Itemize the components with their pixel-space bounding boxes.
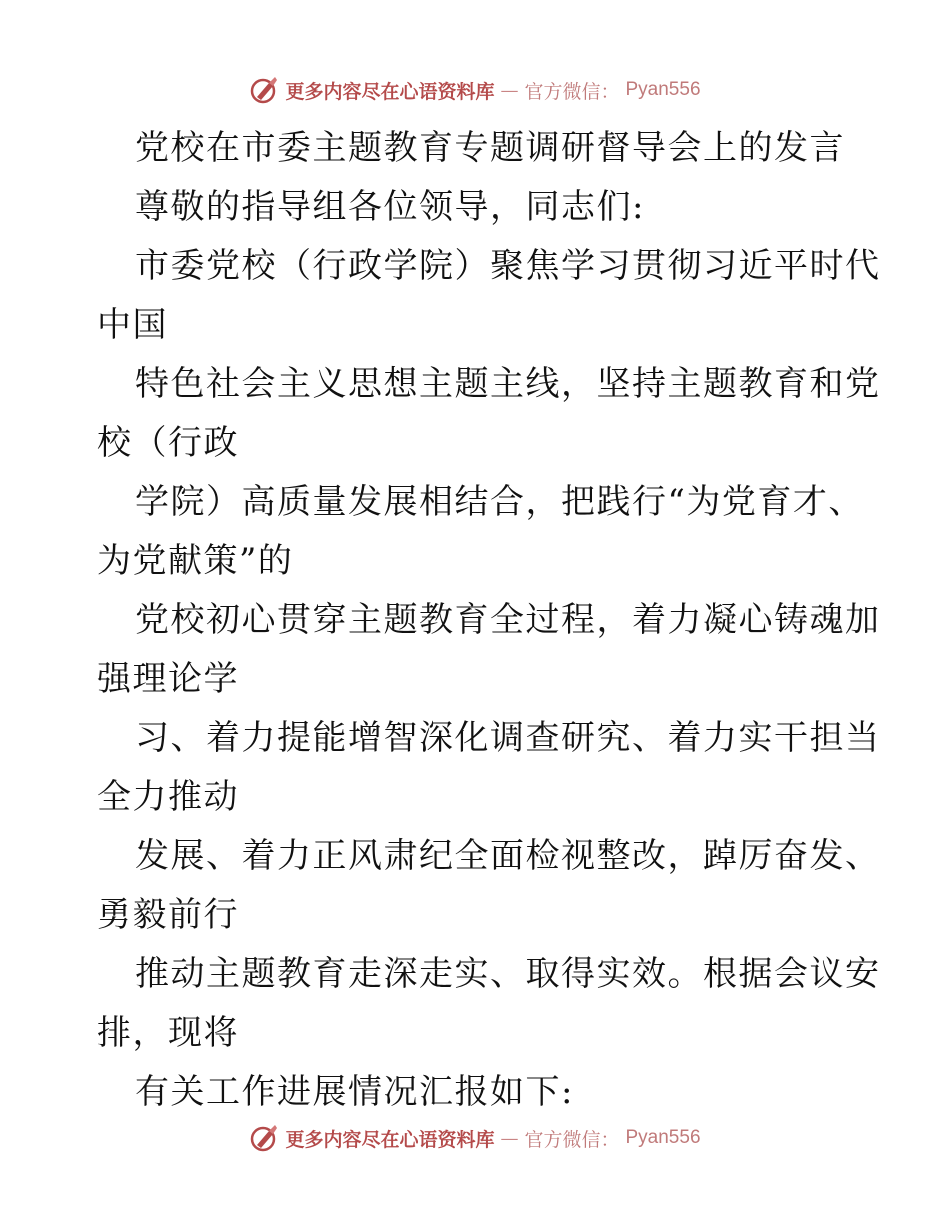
header-banner [0, 70, 950, 110]
banner-wechat-id: Pyan556 [625, 79, 701, 100]
paragraph-line: 有关工作进展情况汇报如下: [135, 1072, 574, 1112]
paragraph-line: 习、着力提能增智深化调查研究、着力实干担当 [135, 718, 881, 758]
paragraph-line: 排，现将 [97, 1013, 239, 1053]
paragraph-line: 强理论学 [97, 659, 239, 699]
paragraph-line: 发展、着力正风肃纪全面检视整改，踔厉奋发、 [135, 836, 881, 876]
paragraph-line: 学院）高质量发展相结合，把践行“为党育才、 [135, 482, 864, 522]
paragraph-line: 特色社会主义思想主题主线，坚持主题教育和党 [135, 364, 881, 404]
banner-main-text: 更多内容尽在心语资料库 [285, 80, 495, 103]
document-title: 党校在市委主题教育专题调研督导会上的发言 [135, 128, 845, 168]
paragraph-line: 勇毅前行 [97, 895, 239, 935]
banner-wechat-label: 官方微信： [524, 80, 620, 103]
salutation: 尊敬的指导组各位领导，同志们: [135, 187, 645, 227]
paragraph-line: 为党献策”的 [97, 541, 294, 581]
paragraph-line: 市委党校（行政学院）聚焦学习贯彻习近平时代 [135, 246, 881, 286]
banner-wechat-label: 官方微信： [524, 1128, 620, 1151]
footer-banner [0, 1118, 950, 1158]
pen-logo-icon [249, 75, 279, 105]
banner-separator: — [500, 79, 519, 101]
banner-separator: — [500, 1127, 519, 1149]
paragraph-line: 党校初心贯穿主题教育全过程，着力凝心铸魂加 [135, 600, 881, 640]
banner-wechat-id: Pyan556 [625, 1127, 701, 1148]
paragraph-line: 校（行政 [97, 423, 239, 463]
pen-logo-icon [249, 1123, 279, 1153]
paragraph-line: 中国 [97, 305, 168, 345]
paragraph-line: 全力推动 [97, 777, 239, 817]
banner-main-text: 更多内容尽在心语资料库 [285, 1128, 495, 1151]
paragraph-line: 推动主题教育走深走实、取得实效。根据会议安 [135, 954, 881, 994]
